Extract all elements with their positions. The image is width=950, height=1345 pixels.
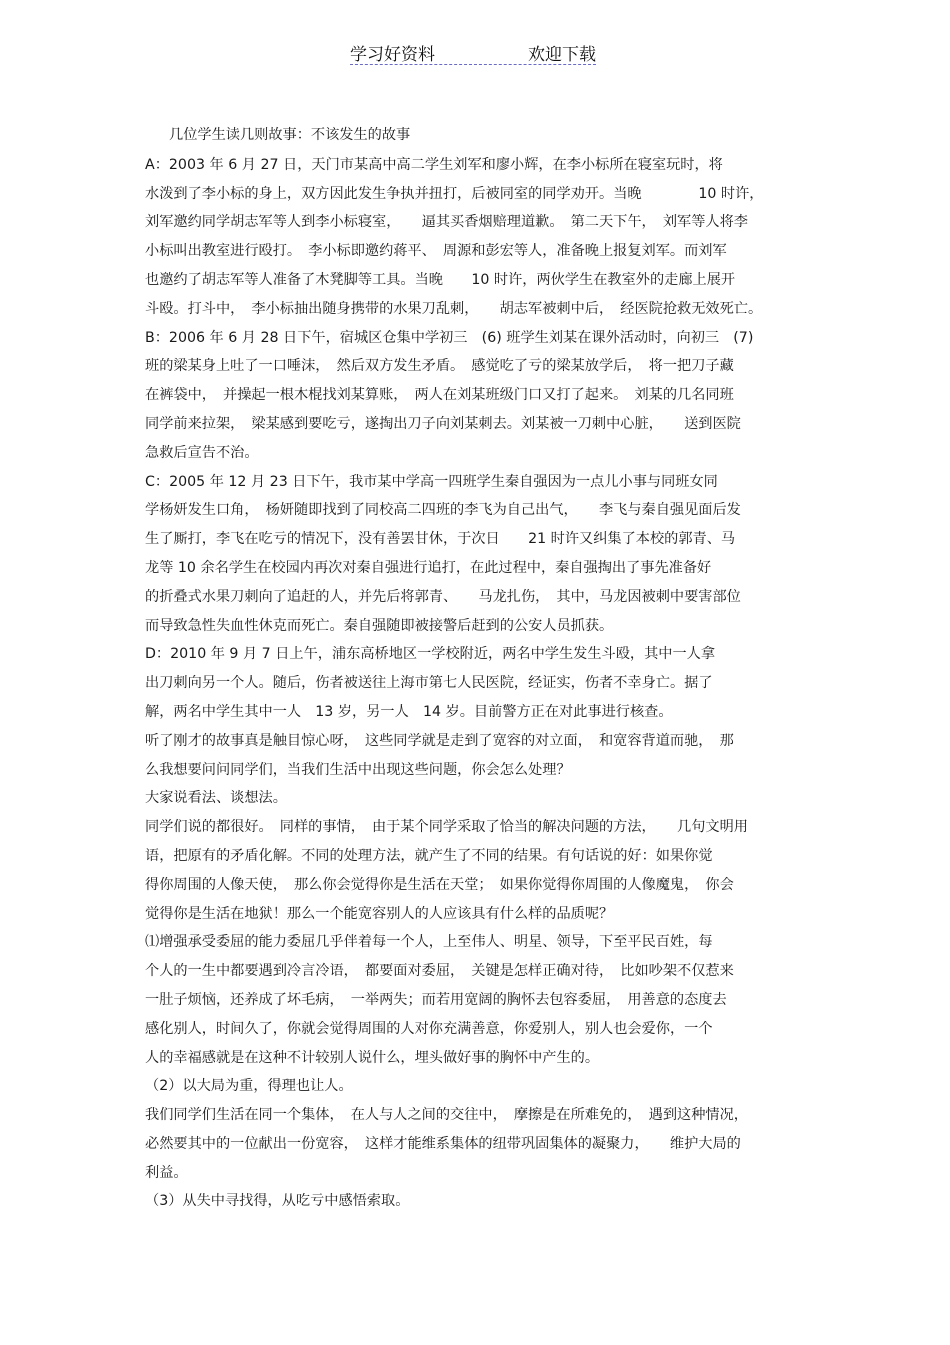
text-line: 也邀约了胡志军等人准备了木凳脚等工具。当晚 10 时许，两伙学生在教室外的走廊上展开 (145, 271, 736, 288)
text-line: 同学前来拉架， 梁某感到要吃亏，遂掏出刀子向刘某刺去。刘某被一刀刺中心脏， 送到医院 (145, 415, 741, 432)
text-line: 斗殴。打斗中， 李小标抽出随身携带的水果刀乱刺， 胡志军被刺中后， 经医院抢救无效死亡。 (145, 300, 763, 317)
text-line: 听了刚才的故事真是触目惊心呀， 这些同学就是走到了宽容的对立面， 和宽容背道而驰， 那 (145, 732, 734, 749)
text-line: A：2003 年 6 月 27 日，天门市某高中高二学生刘军和廖小辉，在李小标所在寝室玩时，将 (145, 156, 723, 173)
text-line: 学杨妍发生口角， 杨妍随即找到了同校高二四班的李飞为自己出气， 李飞与秦自强见面后发 (145, 502, 741, 519)
text-line: 必然要其中的一位献出一份宽容， 这样才能维系集体的纽带巩固集体的凝聚力， 维护大局的 (145, 1135, 741, 1152)
text-line: 刘军邀约同学胡志军等人到李小标寝室， 逼其买香烟赔理道歉。 第二天下午， 刘军等人将李 (145, 214, 748, 231)
text-line: D：2010 年 9 月 7 日上午，浦东高桥地区一学校附近，两名中学生发生斗殴，其中一人拿 (145, 646, 716, 663)
text-line: 龙等 10 余名学生在校园内再次对秦自强进行追打，在此过程中，秦自强掏出了事先准备好 (145, 559, 712, 576)
header-right-text: 欢迎下载 (528, 45, 596, 65)
document-body (145, 121, 815, 1216)
text-line: B：2006 年 6 月 28 日下午，宿城区仓集中学初三 (6) 班学生刘某在课外活动时，向初三 (7) (145, 329, 754, 346)
text-line: 人的幸福感就是在这种不计较别人说什么，埋头做好事的胸怀中产生的。 (145, 1049, 600, 1066)
text-line: 我们同学们生活在同一个集体， 在人与人之间的交往中， 摩擦是在所难免的， 遇到这种情况， (145, 1107, 748, 1124)
text-line: （3）从失中寻找得，从吃亏中感悟索取。 (145, 1193, 410, 1210)
text-line: 觉得你是生活在地狱！那么一个能宽容别人的人应该具有什么样的品质呢？ (145, 905, 614, 922)
text-line: 在裤袋中， 并操起一根木棍找刘某算账， 两人在刘某班级门口又打了起来。 刘某的几名同班 (145, 387, 734, 404)
text-line: （2）以大局为重，得理也让人。 (145, 1078, 353, 1095)
text-line: C：2005 年 12 月 23 日下午，我市某中学高一四班学生秦自强因为一点儿小事与同班女同 (145, 473, 718, 490)
text-line: 利益。 (145, 1164, 188, 1181)
text-line: 而导致急性失血性休克而死亡。秦自强随即被接警后赶到的公安人员抓获。 (145, 617, 614, 634)
text-line: 一肚子烦恼，还养成了坏毛病， 一举两失；而若用宽阔的胸怀去包容委屈， 用善意的态度去 (145, 991, 727, 1008)
text-line: ⑴增强承受委屈的能力委屈几乎伴着每一个人，上至伟人、明星、领导，下至平民百姓，每 (145, 934, 713, 951)
text-line: 生了厮打，李飞在吃亏的情况下，没有善罢甘休，于次日 21 时许又纠集了本校的郭青、马 (145, 531, 736, 548)
text-line: 个人的一生中都要遇到冷言冷语， 都要面对委屈， 关键是怎样正确对待， 比如吵架不仅惹来 (145, 963, 734, 980)
text-line: 得你周围的人像天使， 那么你会觉得你是生活在天堂； 如果你觉得你周围的人像魔鬼， 你会 (145, 876, 734, 893)
text-line: 大家说看法、谈想法。 (145, 790, 287, 807)
document-title: 几位学生读几则故事：不该发生的故事 (169, 127, 411, 143)
text-line: 急救后宣告不治。 (145, 444, 259, 461)
page-header (350, 40, 596, 65)
text-line: 解，两名中学生其中一人 13 岁，另一人 14 岁。目前警方正在对此事进行核查。 (145, 703, 673, 720)
text-line: 的折叠式水果刀刺向了追赶的人，并先后将郭青、 马龙扎伤， 其中，马龙因被刺中要害部位 (145, 588, 741, 605)
text-line: 感化别人，时间久了，你就会觉得周围的人对你充满善意，你爱别人，别人也会爱你，一个 (145, 1020, 713, 1037)
text-line: 水泼到了李小标的身上，双方因此发生争执并扭打，后被同室的同学劝开。当晚 10 时许， (145, 185, 764, 202)
text-line: 小标叫出教室进行殴打。 李小标即邀约蒋平、 周源和彭宏等人，准备晚上报复刘军。而刘军 (145, 243, 727, 260)
text-line: 同学们说的都很好。 同样的事情， 由于某个同学采取了恰当的解决问题的方法， 几句文明用 (145, 819, 748, 836)
header-left-text: 学习好资料 (350, 45, 435, 65)
text-line: 语，把原有的矛盾化解。不同的处理方法，就产生了不同的结果。有句话说的好：如果你觉 (145, 847, 713, 864)
text-line: 出刀刺向另一个人。随后，伤者被送往上海市第七人民医院，经证实，伤者不幸身亡。据了 (145, 675, 713, 692)
text-line: 班的梁某身上吐了一口唾沫， 然后双方发生矛盾。 感觉吃了亏的梁某放学后， 将一把刀子藏 (145, 358, 734, 375)
text-line: 么我想要问问同学们，当我们生活中出现这些问题，你会怎么处理？ (145, 761, 571, 778)
